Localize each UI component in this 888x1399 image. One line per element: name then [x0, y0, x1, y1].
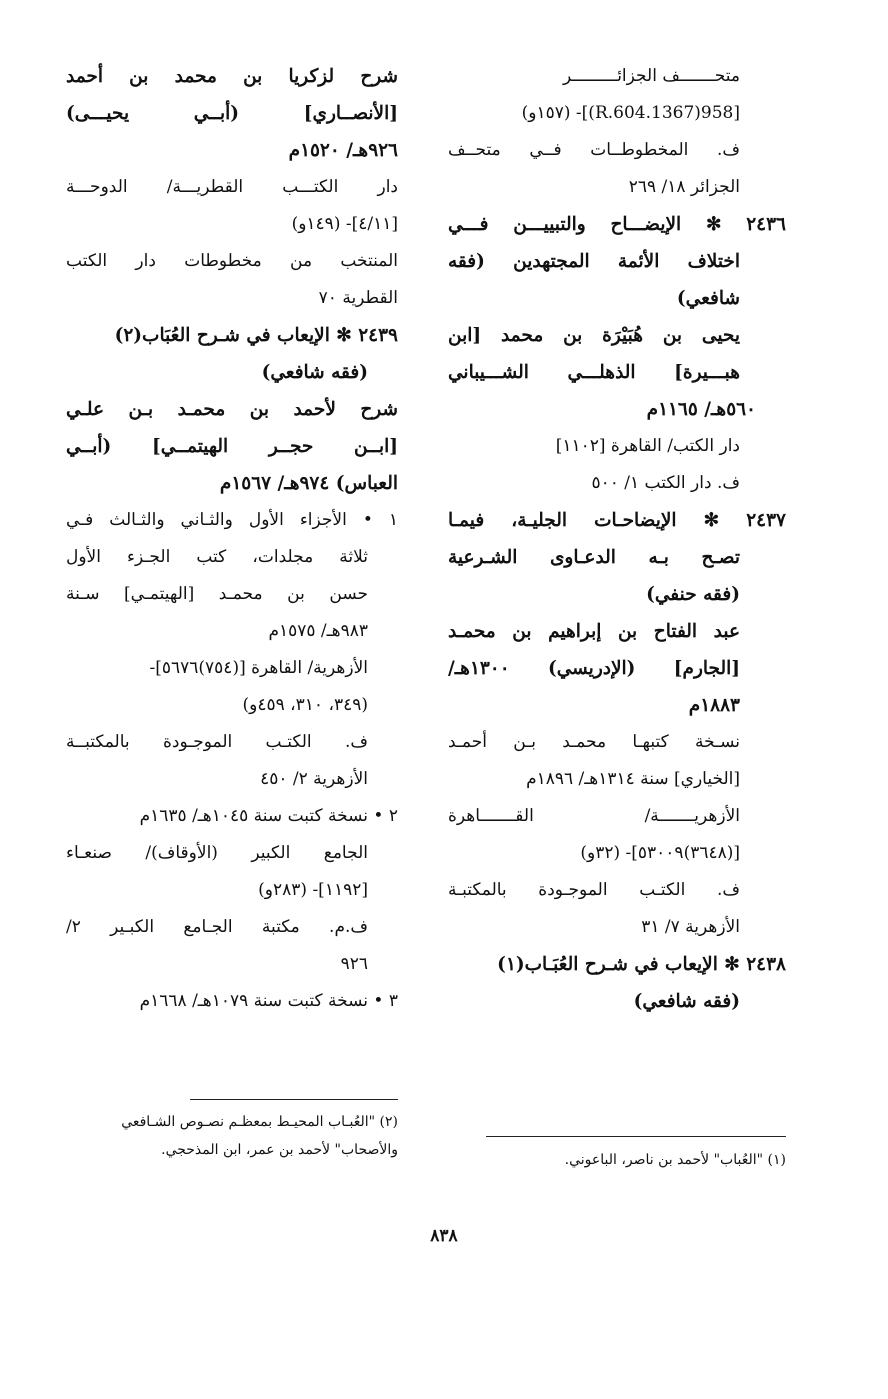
footnote-line: (٢) "العُبـاب المحيـط بمعظـم نصـوص الشـافعي [121, 1114, 398, 1130]
text-line: القطرية ٧٠ [318, 288, 398, 308]
text-line: الأزهريـــــــة/ القـــــــاهرة [448, 806, 740, 826]
text-line: [٤/١١]- (١٤٩و) [291, 214, 398, 234]
text-line: حسن بن محمـد [الهيتمـي] سـنة [66, 584, 368, 604]
text-line: اختلاف الأئمة المجتهدين (فقه [448, 251, 740, 272]
text-line: (فقه شافعي) [633, 991, 740, 1012]
text-line: العباس) ٩٧٤هـ/ ١٥٦٧م [219, 473, 398, 494]
text-line: ف. المخطوطــات فــي متحــف [448, 140, 740, 160]
text-line: شرح لأحمد بن محمـد بـن علـي [66, 399, 398, 420]
text-line: يحيى بن هُبَيْرَة بن محمد [ابن [448, 325, 740, 346]
text-line: الجامع الكبير (الأوقاف)/ صنعـاء [66, 843, 368, 863]
text-line: (٣٤٩، ٣١٠، ٤٥٩و) [242, 695, 368, 715]
text-line: عبد الفتاح بن إبراهيم بن محمـد [448, 621, 740, 642]
text-line: [(٣٦٤٨)٥٣٠٠٩]- (٣٢و) [580, 843, 740, 863]
text-line: (فقه حنفي) [646, 584, 740, 605]
text-line: هبـــيرة] الذهلـــي الشـــيباني [448, 362, 740, 383]
text-line: ٢٤٣٨ ✻ الإيعاب في شـرح العُبَـاب(١) [497, 954, 786, 975]
text-line: ٢٤٣٩ ✻ الإيعاب في شـرح العُبَاب(٢) [114, 325, 398, 346]
text-line: ف. دار الكتب ١/ ٥٠٠ [591, 473, 740, 493]
text-line: ف. الكتـب الموجـودة بالمكتبـة [448, 880, 740, 900]
text-line: متحـــــــف الجزائـــــــــر [563, 66, 740, 86]
footnote-line: والأصحاب" لأحمد بن عمر، ابن المذحجي. [161, 1142, 398, 1158]
footnote-right [448, 1146, 786, 1174]
text-line: ف. الكتـب الموجـودة بالمكتبــة [66, 732, 368, 752]
text-line: نسـخة كتبهـا محمـد بـن أحمـد [448, 732, 740, 752]
text-line: [ابــن حجــر الهيتمــي] (أبــي [66, 436, 398, 457]
text-line: الأزهرية/ القاهرة [(٧٥٤)٥٦٧٦]- [149, 658, 368, 678]
footnote-rule-right [486, 1136, 786, 1137]
text-line: ٢ • نسخة كتبت سنة ١٠٤٥هـ/ ١٦٣٥م [139, 806, 398, 826]
text-line: ٩٢٦ [340, 954, 368, 974]
text-line: ثلاثة مجلدات، كتب الجـزء الأول [66, 547, 368, 567]
footnote-left [66, 1108, 398, 1164]
text-line: شافعي) [676, 288, 740, 309]
right-column [448, 58, 786, 1020]
text-line: الأزهرية ٢/ ٤٥٠ [260, 769, 368, 789]
text-line: [958(1367.R.604)]- (١٥٧و) [521, 103, 740, 123]
text-line: دار الكتب/ القاهرة [١١٠٢] [555, 436, 740, 456]
text-line: الأزهرية ٧/ ٣١ [641, 917, 740, 937]
text-line: دار الكتـــب القطريـــة/ الدوحـــة [66, 177, 398, 197]
text-line: [١١٩٢]- (٢٨٣و) [258, 880, 368, 900]
text-line: تصـح بـه الدعـاوى الشـرعية [448, 547, 740, 568]
text-line: (فقه شافعي) [261, 362, 368, 383]
text-line: ١٨٨٣م [688, 695, 740, 716]
footnote-rule-left [190, 1099, 398, 1100]
text-line: ٣ • نسخة كتبت سنة ١٠٧٩هـ/ ١٦٦٨م [139, 991, 398, 1011]
text-line: [الجارم] (الإدريسي) ١٣٠٠هـ/ [448, 658, 740, 679]
text-line: ٢٤٣٧ ✻ الإيضاحـات الجليـة، فيمـا [448, 510, 786, 531]
page-number: ٨٣٨ [430, 1226, 458, 1246]
text-line: ٩٢٦هـ/ ١٥٢٠م [288, 140, 398, 161]
text-line: ٥٦٠هـ/ ١١٦٥م [646, 399, 756, 420]
text-line: المنتخب من مخطوطات دار الكتب [66, 251, 398, 271]
text-line: ف.م. مكتبة الجـامع الكبـير ٢/ [66, 917, 368, 937]
footnote-line: (١) "العُباب" لأحمد بن ناصر، الباعوني. [564, 1152, 786, 1168]
left-column [66, 58, 398, 1020]
text-line: ٩٨٣هـ/ ١٥٧٥م [268, 621, 368, 641]
text-line: الجزائر ١٨/ ٢٦٩ [628, 177, 740, 197]
text-line: شرح لزكريا بن محمد بن أحمد [66, 66, 398, 87]
text-line: [الخياري] سنة ١٣١٤هـ/ ١٨٩٦م [526, 769, 740, 789]
text-line: ٢٤٣٦ ✻ الإيضـــاح والتبييـــن فـــي [448, 214, 786, 235]
text-line: [الأنصــاري] (أبــي يحيـــى) [66, 103, 398, 124]
text-line: ١ • الأجزاء الأول والثـاني والثـالث فـي [66, 510, 398, 530]
